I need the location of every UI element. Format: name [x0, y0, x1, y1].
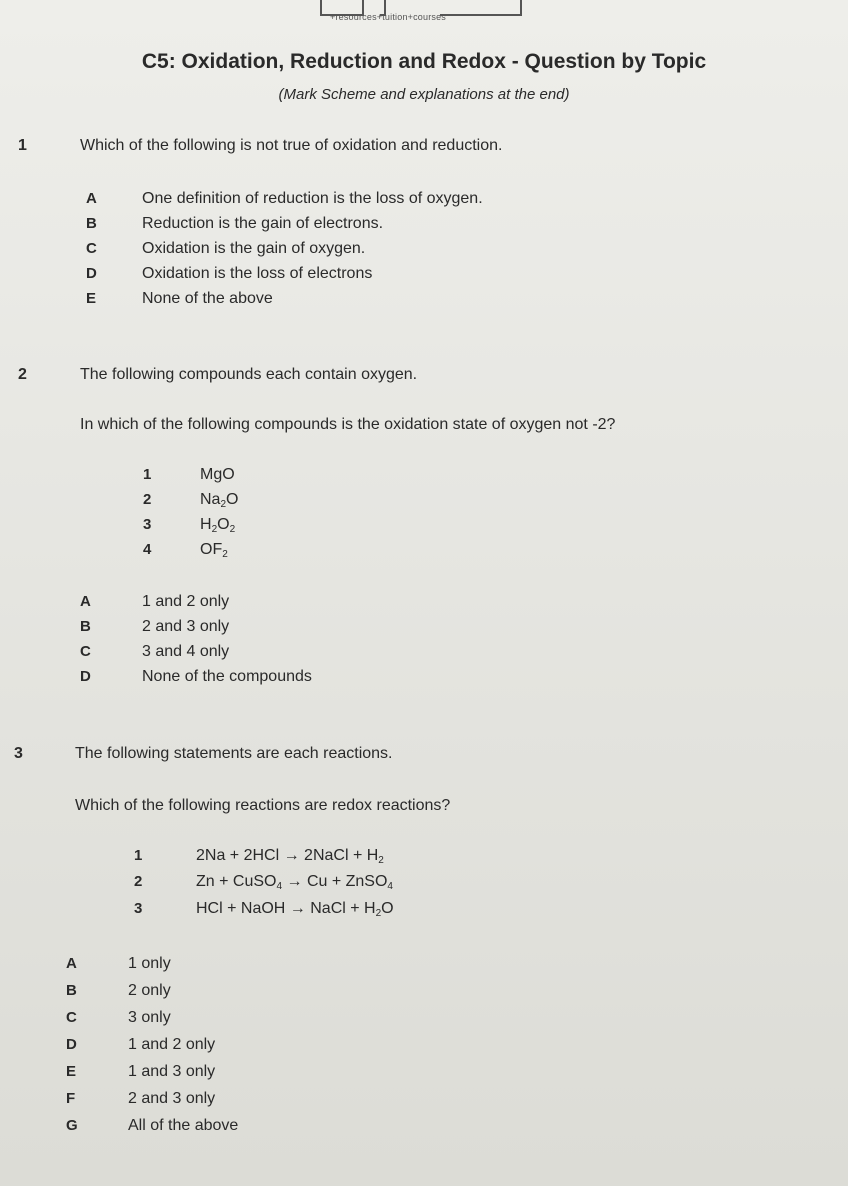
item-number: 4 — [143, 541, 152, 558]
option-text: 2 and 3 only — [128, 1090, 216, 1107]
option-letter: F — [66, 1090, 76, 1107]
reaction-equation: 2Na + 2HCl → 2NaCl + $H_2$ — [196, 847, 384, 866]
option-text: None of the compounds — [142, 668, 312, 685]
logo-mark-right — [440, 0, 522, 16]
question-number: 2 — [18, 366, 27, 383]
option-letter: B — [66, 982, 77, 999]
option-letter: E — [66, 1063, 77, 1080]
item-number: 1 — [143, 466, 152, 483]
item-number: 2 — [143, 491, 152, 508]
option-letter: E — [86, 290, 97, 307]
page-subtitle: (Mark Scheme and explanations at the end) — [278, 86, 570, 103]
option-text: 1 and 2 only — [142, 593, 230, 610]
option-text: All of the above — [128, 1117, 239, 1134]
option-text: One definition of reduction is the loss of oxygen. — [142, 190, 483, 207]
compound-formula: $OF_2$ — [200, 541, 228, 560]
reaction-equation: Zn + CuSO$_4$ → Cu + ZnSO$_4$ — [196, 873, 393, 892]
item-number: 3 — [143, 516, 152, 533]
option-text: 1 and 2 only — [128, 1036, 216, 1053]
compound-formula: MgO — [200, 466, 235, 483]
option-text: None of the above — [142, 290, 273, 307]
page-title: C5: Oxidation, Reduction and Redox - Question by Topic — [141, 50, 707, 73]
option-letter: C — [66, 1009, 77, 1026]
compound-formula: $H_2O_2$ — [200, 516, 236, 535]
option-text: 1 and 3 only — [128, 1063, 216, 1080]
option-letter: C — [86, 240, 97, 257]
option-text: 2 only — [128, 982, 171, 999]
option-text: 3 and 4 only — [142, 643, 230, 660]
option-letter: A — [80, 593, 91, 610]
option-letter: A — [86, 190, 97, 207]
option-letter: D — [80, 668, 91, 685]
question-text: Which of the following is not true of oxidation and reduction. — [80, 137, 503, 154]
option-text: Oxidation is the gain of oxygen. — [142, 240, 366, 257]
option-letter: D — [86, 265, 97, 282]
option-text: Oxidation is the loss of electrons — [142, 265, 373, 282]
option-letter: C — [80, 643, 91, 660]
option-letter: B — [86, 215, 97, 232]
option-letter: B — [80, 618, 91, 635]
option-letter: G — [66, 1117, 78, 1134]
question-prompt: Which of the following reactions are redox reactions? — [75, 797, 451, 814]
option-letter: A — [66, 955, 77, 972]
item-number: 1 — [134, 847, 143, 864]
option-text: 3 only — [128, 1009, 171, 1026]
option-text: Reduction is the gain of electrons. — [142, 215, 384, 232]
compound-formula: $Na_2O$ — [200, 491, 239, 510]
logo-tagline: +resources+tuition+courses — [330, 12, 447, 22]
item-number: 3 — [134, 900, 143, 917]
logo — [320, 0, 530, 24]
question-prompt: In which of the following compounds is the oxidation state of oxygen not -2? — [80, 416, 616, 433]
question-text: The following statements are each reactions. — [75, 745, 393, 762]
question-number: 3 — [14, 745, 23, 762]
item-number: 2 — [134, 873, 143, 890]
option-letter: D — [66, 1036, 77, 1053]
question-text: The following compounds each contain oxygen. — [80, 366, 418, 383]
question-number: 1 — [18, 137, 27, 154]
reaction-equation: HCl + NaOH → NaCl + $H_2O$ — [196, 900, 394, 919]
option-text: 2 and 3 only — [142, 618, 230, 635]
option-text: 1 only — [128, 955, 171, 972]
